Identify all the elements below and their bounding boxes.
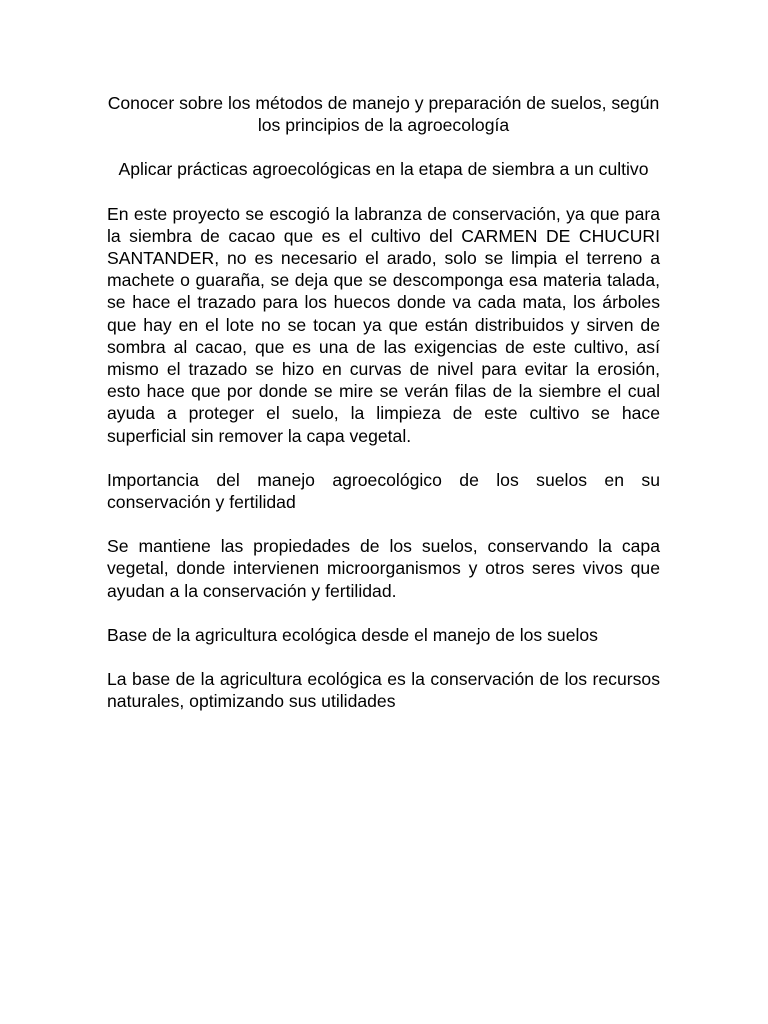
spacer [107,646,660,668]
objective-heading-2: Aplicar prácticas agroecológicas en la etapa de siembra a un cultivo [118,159,649,180]
objective-heading-1: Conocer sobre los métodos de manejo y preparación de suelos, según los principios de la agroecología [107,93,660,136]
spacer [107,602,660,624]
spacer [107,513,660,535]
section-heading-base: Base de la agricultura ecológica desde el manejo de los suelos [107,624,598,645]
spacer [107,181,660,203]
paragraph-conservation-tillage: En este proyecto se escogió la labranza de conservación, ya que para la siembra de cacao que es el cultivo del CARMEN DE CHUCURI SANTANDER, no es necesario el arado, solo se limpia el terreno a machete o guaraña, se deja que se descomponga esa materia talada, se hace el trazado para los huecos donde va cada mata, los árboles que hay en el lote no se tocan ya que están distribuidos y sirven de sombra al cacao, que es una de las exigencias de este cultivo, así mismo el trazado se hizo en curvas de nivel para evitar la erosión, esto hace que por donde se mire se verán filas de la siembre el cual ayuda a proteger el suelo, la limpieza de este cultivo se hace superficial sin remover la capa vegetal. [107,203,660,446]
paragraph-natural-resources: La base de la agricultura ecológica es la conservación de los recursos naturales, optimizando sus utilidades [107,669,660,712]
spacer [107,447,660,469]
spacer [107,136,660,158]
paragraph-soil-properties: Se mantiene las propiedades de los suelos, conservando la capa vegetal, donde intervienen microorganismos y otros seres vivos que ayudan a la conservación y fertilidad. [107,536,660,601]
document-body [107,92,660,712]
section-heading-importance: Importancia del manejo agroecológico de los suelos en su conservación y fertilidad [107,469,660,513]
